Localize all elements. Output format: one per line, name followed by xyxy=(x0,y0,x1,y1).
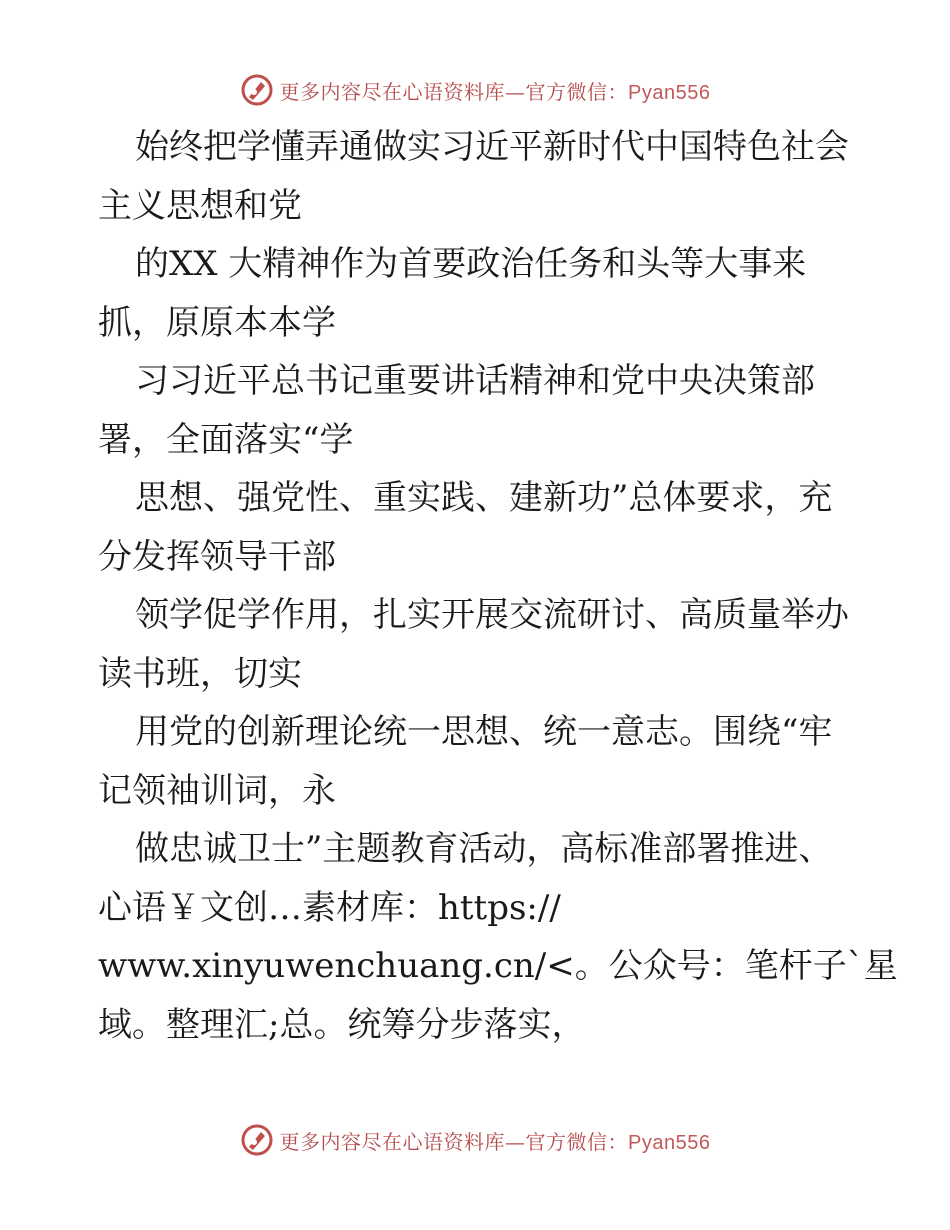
body-line: www.xinyuwenchuang.cn/<。公众号：笔杆子`星 xyxy=(98,946,898,986)
body-line: 领学促学作用，扎实开展交流研讨、高质量举办 xyxy=(135,595,849,635)
body-line: 心语￥文创…素材库：https:// xyxy=(98,887,561,928)
body-line: 用党的创新理论统一思想、统一意志。围绕“牢 xyxy=(135,712,833,752)
body-text xyxy=(98,118,898,1054)
body-line: 域。整理汇;总。统筹分步落实， xyxy=(98,1004,586,1045)
body-line: 记领袖训词，永 xyxy=(98,770,336,811)
footer-banner xyxy=(0,1120,950,1160)
body-line: 习习近平总书记重要讲话精神和党中央决策部 xyxy=(135,361,815,401)
header-banner-text: 更多内容尽在心语资料库—官方微信：Pyan556 xyxy=(279,79,711,104)
body-line: 抓，原原本本学 xyxy=(98,302,336,343)
body-line: 思想、强党性、重实践、建新功”总体要求，充 xyxy=(135,478,833,518)
body-line: 主义思想和党 xyxy=(98,185,302,226)
body-line: 分发挥领导干部 xyxy=(98,536,336,577)
body-line: 的XX 大精神作为首要政治任务和头等大事来 xyxy=(135,244,807,284)
body-line: 读书班，切实 xyxy=(98,653,302,694)
pen-logo-icon xyxy=(240,73,274,107)
body-line: 做忠诚卫士”主题教育活动，高标准部署推进、 xyxy=(135,829,833,869)
body-line: 署，全面落实“学 xyxy=(98,419,354,460)
body-line: 始终把学懂弄通做实习近平新时代中国特色社会 xyxy=(135,127,849,167)
pen-logo-icon xyxy=(240,1123,274,1157)
header-banner xyxy=(0,70,950,110)
footer-banner-text: 更多内容尽在心语资料库—官方微信：Pyan556 xyxy=(279,1129,711,1154)
